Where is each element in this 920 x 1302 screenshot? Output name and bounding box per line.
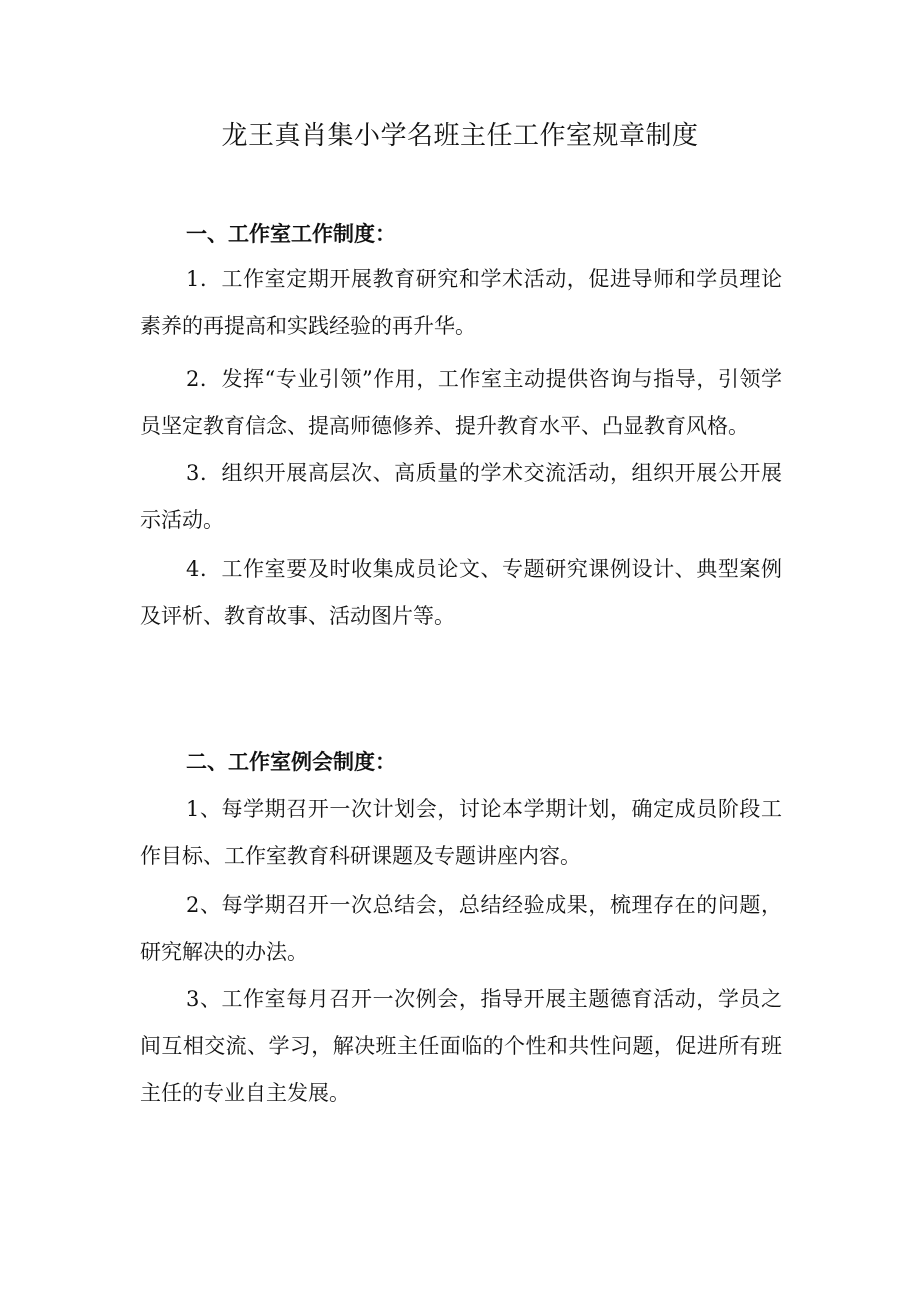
- meeting-system-item-2: 2、每学期召开一次总结会，总结经验成果，梳理存在的问题，研究解决的办法。: [140, 893, 782, 964]
- meeting-system-item-3: 3、工作室每月召开一次例会，指导开展主题德育活动，学员之间互相交流、学习，解决班主任面临的个性和共性问题，促进所有班主任的专业自主发展。: [140, 987, 782, 1105]
- section-heading-meeting-system: 二、工作室例会制度：: [186, 749, 396, 774]
- document-title: 龙王真肖集小学名班主任工作室规章制度: [221, 121, 699, 151]
- work-system-item-3: 3．组织开展高层次、高质量的学术交流活动，组织开展公开展示活动。: [140, 461, 782, 532]
- work-system-item-2: 2．发挥“专业引领”作用，工作室主动提供咨询与指导，引领学员坚定教育信念、提高师德修养、提升教育水平、凸显教育风格。: [140, 367, 782, 438]
- meeting-system-item-1: 1、每学期召开一次计划会，讨论本学期计划，确定成员阶段工作目标、工作室教育科研课题及专题讲座内容。: [140, 797, 782, 868]
- work-system-item-4: 4．工作室要及时收集成员论文、专题研究课例设计、典型案例及评析、教育故事、活动图片等。: [140, 557, 782, 628]
- work-system-item-1: 1．工作室定期开展教育研究和学术活动，促进导师和学员理论素养的再提高和实践经验的再升华。: [140, 267, 782, 338]
- section-heading-work-system: 一、工作室工作制度：: [186, 221, 396, 246]
